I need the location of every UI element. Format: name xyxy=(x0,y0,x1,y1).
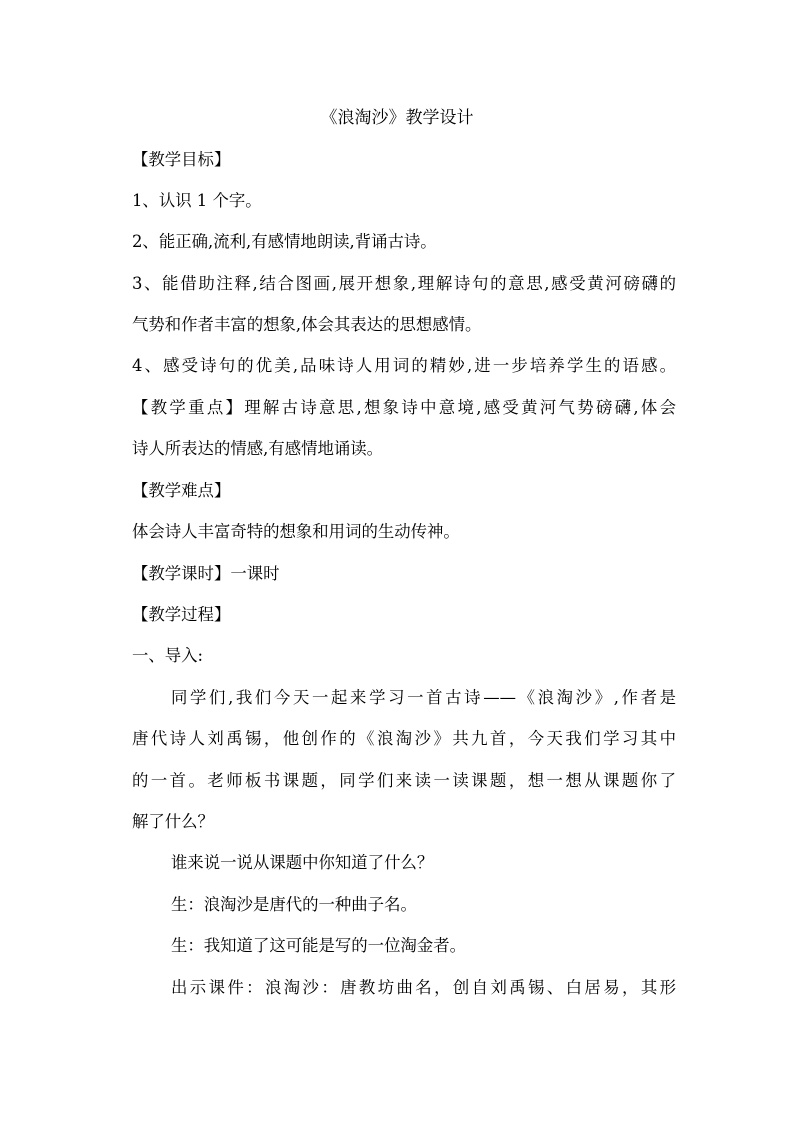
intro-paragraph-line-4: 解了什么？ xyxy=(132,812,214,831)
difficulties-text: 体会诗人丰富奇特的想象和用词的生动传神。 xyxy=(132,522,460,541)
key-points-line-2: 诗人所表达的情感,有感情地诵读。 xyxy=(132,439,384,458)
goal-item-2: 2、能正确,流利,有感情地朗读,背诵古诗。 xyxy=(132,232,437,251)
document-title: 《浪淘沙》教学设计 xyxy=(320,108,474,128)
goal-item-3-line-1: 3、能借助注释,结合图画,展开想象,理解诗句的意思,感受黄河磅礴的 xyxy=(132,274,676,293)
key-points-line-1: 【教学重点】理解古诗意思,想象诗中意境,感受黄河气势磅礴,体会 xyxy=(132,398,676,417)
student-answer-1: 生：浪淘沙是唐代的一种曲子名。 xyxy=(171,895,417,914)
goal-item-4: 4、感受诗句的优美,品味诗人用词的精妙,进一步培养学生的语感。 xyxy=(132,356,676,375)
section-introduction: 一、导入: xyxy=(132,646,204,665)
intro-paragraph-line-3: 的一首。老师板书课题，同学们来读一读课题，想一想从课题你了 xyxy=(132,771,676,790)
class-hours: 【教学课时】一课时 xyxy=(132,564,280,583)
heading-process: 【教学过程】 xyxy=(132,605,231,624)
question-line: 谁来说一说从课题中你知道了什么？ xyxy=(171,853,434,872)
heading-teaching-goals: 【教学目标】 xyxy=(132,150,231,169)
student-answer-2: 生：我知道了这可能是写的一位淘金者。 xyxy=(171,936,467,955)
goal-item-3-line-2: 气势和作者丰富的想象,体会其表达的思想感情。 xyxy=(132,315,482,334)
heading-difficulties: 【教学难点】 xyxy=(132,481,231,500)
courseware-line: 出示课件：浪淘沙：唐教坊曲名，创自刘禹锡、白居易，其形 xyxy=(171,978,676,997)
intro-paragraph-line-2: 唐代诗人刘禹锡，他创作的《浪淘沙》共九首，今天我们学习其中 xyxy=(132,729,676,748)
intro-paragraph-line-1: 同学们,我们今天一起来学习一首古诗——《浪淘沙》,作者是 xyxy=(171,688,676,707)
goal-item-1: 1、认识 1 个字。 xyxy=(132,191,262,210)
